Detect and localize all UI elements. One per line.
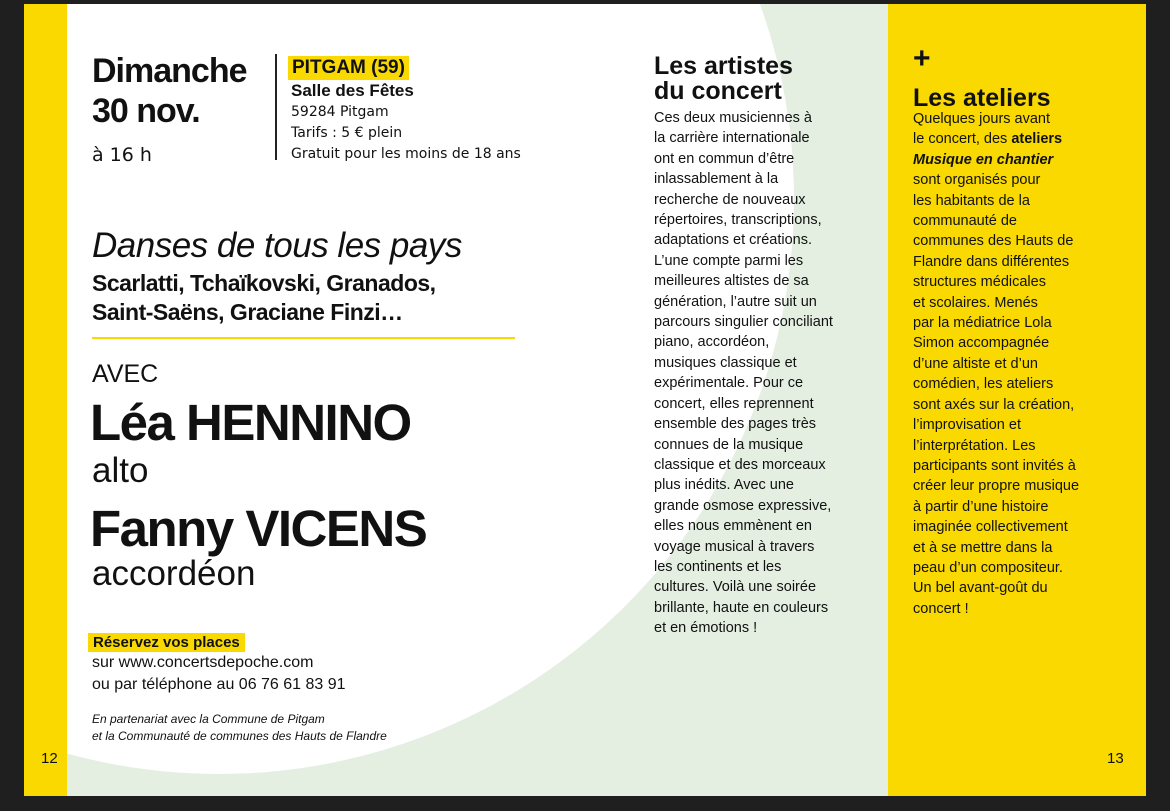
text-line: inlassablement à la (654, 171, 779, 188)
composers-line-1: Scarlatti, Tchaïkovski, Granados, (92, 270, 436, 296)
text-line: parcours singulier conciliant (654, 314, 833, 331)
booking-label: Réservez vos places (88, 633, 245, 652)
text-line: par la médiatrice Lola (913, 315, 1052, 332)
text-line: et en émotions ! (654, 620, 758, 637)
text-line: comédien, les ateliers (913, 376, 1054, 393)
text-line: connues de la musique (654, 436, 804, 453)
text-line: sont axés sur la création, (913, 396, 1075, 413)
text-line: et scolaires. Menés (913, 294, 1038, 311)
text-line: Simon accompagnée (913, 335, 1050, 352)
venue-hall: Salle des Fêtes (291, 81, 414, 100)
divider-line (275, 54, 277, 160)
venue-address: 59284 Pitgam (291, 104, 389, 120)
booking-phone: ou par téléphone au 06 76 61 83 91 (92, 676, 346, 693)
text-line: classique et des morceaux (654, 456, 826, 473)
text-line: la carrière internationale (654, 130, 810, 147)
artist-instrument-1: alto (92, 451, 149, 490)
text-line: les habitants de la (913, 192, 1030, 209)
workshops-line-text: le concert, des (913, 131, 1012, 148)
text-line: d’une altiste et d’un (913, 355, 1038, 372)
artists-heading-line-2: du concert (654, 77, 782, 105)
artist-name-1: Léa HENNINO (90, 394, 411, 451)
workshops-text (913, 109, 1079, 619)
workshops-project-name: Musique en chantier (913, 151, 1054, 168)
artists-heading-line-1: Les artistes (654, 52, 793, 80)
text-line: ont en commun d’être (654, 150, 795, 167)
workshops-line (913, 129, 1079, 149)
text-line: cultures. Voilà une soirée (654, 579, 817, 596)
text-line: plus inédits. Avec une (654, 477, 794, 494)
text-line: communes des Hauts de (913, 233, 1074, 250)
text-line: concert ! (913, 600, 969, 617)
text-line: concert, elles reprennent (654, 395, 814, 412)
text-line: sont organisés pour (913, 172, 1041, 189)
text-line: l’interprétation. Les (913, 437, 1036, 454)
page-number-right: 13 (1107, 750, 1124, 767)
text-line: grande osmose expressive, (654, 497, 832, 514)
text-line: adaptations et créations. (654, 232, 812, 249)
text-line: musiques classique et (654, 354, 797, 371)
text-line: les continents et les (654, 558, 782, 575)
venue-free-entry: Gratuit pour les moins de 18 ans (291, 146, 521, 162)
text-line: imaginée collectivement (913, 519, 1068, 536)
workshops-line: Quelques jours avant (913, 111, 1051, 127)
text-line: Ces deux musiciennes à (654, 110, 812, 126)
with-label: AVEC (92, 360, 159, 388)
workshops-heading: Les ateliers (913, 84, 1051, 112)
venue-city-badge: PITGAM (59) (288, 56, 409, 80)
partnership-line-1: En partenariat avec la Commune de Pitgam (92, 712, 325, 726)
artist-instrument-2: accordéon (92, 554, 256, 593)
text-line: Un bel avant-goût du (913, 580, 1048, 597)
text-line: génération, l’autre suit un (654, 293, 817, 310)
concert-time: à 16 h (92, 144, 152, 166)
text-line: L’une compte parmi les (654, 252, 804, 269)
concert-date: 30 nov. (92, 92, 200, 130)
text-line: répertoires, transcriptions, (654, 212, 822, 229)
workshops-emphasis: ateliers (1011, 131, 1063, 148)
text-line: créer leur propre musique (913, 478, 1080, 495)
concert-day: Dimanche (92, 52, 247, 90)
text-line: meilleures altistes de sa (654, 273, 809, 290)
brochure-spread (24, 4, 1146, 796)
text-line: brillante, haute en couleurs (654, 599, 829, 616)
text-line: Flandre dans différentes (913, 253, 1070, 270)
yellow-rule (92, 337, 515, 339)
workshops-rest (913, 170, 1079, 619)
plus-icon: + (913, 42, 931, 75)
text-line: voyage musical à travers (654, 538, 815, 555)
artists-text (654, 108, 833, 639)
artist-name-2: Fanny VICENS (90, 500, 427, 557)
text-line: communauté de (913, 213, 1017, 230)
text-line: structures médicales (913, 274, 1046, 291)
text-line: recherche de nouveaux (654, 191, 806, 208)
program-composers (92, 269, 436, 327)
text-line: et à se mettre dans la (913, 539, 1053, 556)
text-line: elles nous emmènent en (654, 518, 812, 535)
artists-heading (654, 54, 793, 104)
text-line: piano, accordéon, (654, 334, 770, 351)
left-yellow-band (24, 4, 67, 796)
venue-price: Tarifs : 5 € plein (291, 125, 403, 141)
text-line: expérimentale. Pour ce (654, 375, 804, 392)
program-title: Danses de tous les pays (92, 226, 462, 265)
text-line: l’improvisation et (913, 417, 1021, 434)
text-line: ensemble des pages très (654, 416, 817, 433)
page-number-left: 12 (41, 750, 58, 767)
partnership-line-2: et la Communauté de communes des Hauts de Flandre (92, 729, 387, 743)
booking-website: sur www.concertsdepoche.com (92, 654, 314, 671)
composers-line-2: Saint-Saëns, Graciane Finzi… (92, 299, 403, 325)
text-line: peau d’un compositeur. (913, 559, 1063, 576)
text-line: à partir d’une histoire (913, 498, 1049, 515)
text-line: participants sont invités à (913, 457, 1076, 474)
